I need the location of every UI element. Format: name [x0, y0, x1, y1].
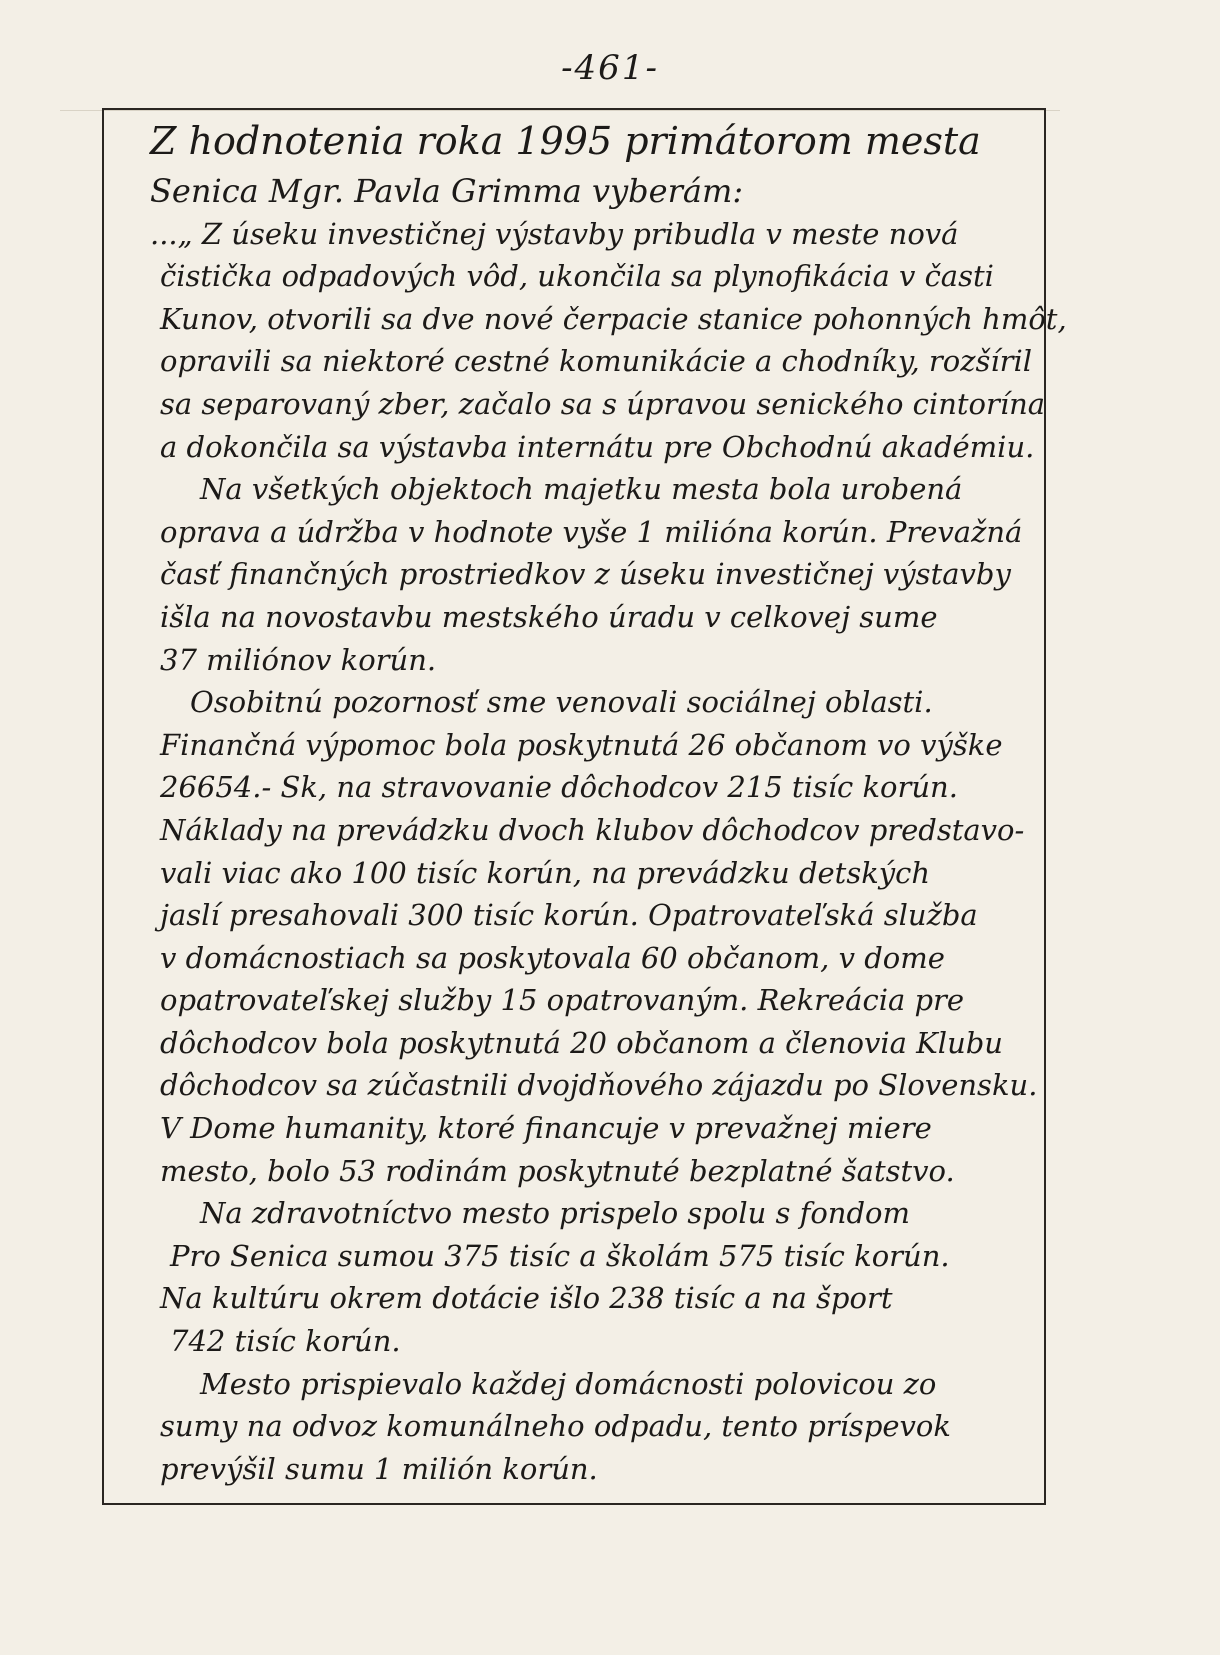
text-line: dôchodcov sa zúčastnili dvojdňového zájazdu po Slovensku.: [160, 1068, 1038, 1103]
text-line: 26654.- Sk, na stravovanie dôchodcov 215 tisíc korún.: [160, 770, 958, 805]
handwritten-text-body: [150, 112, 1067, 1490]
text-line: v domácnostiach sa poskytovala 60 občanom, v dome: [160, 940, 945, 975]
text-line: Náklady na prevádzku dvoch klubov dôchodcov predstavo-: [160, 812, 1025, 847]
text-line: Pro Senica sumou 375 tisíc a školám 575 tisíc korún.: [170, 1238, 950, 1273]
text-line: mesto, bolo 53 rodinám poskytnuté bezplatné šatstvo.: [160, 1153, 955, 1188]
text-line: ...„ Z úseku investičnej výstavby pribudla v meste nová: [150, 216, 959, 251]
text-line: opravili sa niektoré cestné komunikácie a chodníky, rozšíril: [160, 344, 1033, 379]
text-line: prevýšil sumu 1 milión korún.: [160, 1451, 598, 1486]
text-line: sumy na odvoz komunálneho odpadu, tento príspevok: [160, 1409, 951, 1444]
text-line: časť finančných prostriedkov z úseku investičnej výstavby: [160, 557, 1011, 592]
text-line: Na zdravotníctvo mesto prispelo spolu s fondom: [200, 1196, 910, 1231]
text-line: Na všetkých objektoch majetku mesta bola urobená: [200, 472, 963, 507]
text-line: Kunov, otvorili sa dve nové čerpacie stanice pohonných hmôt,: [160, 301, 1067, 336]
text-line: Mesto prispievalo každej domácnosti polovicou zo: [200, 1366, 937, 1401]
text-line: 742 tisíc korún.: [170, 1324, 401, 1359]
text-line: 37 miliónov korún.: [160, 642, 437, 677]
text-line: čistička odpadových vôd, ukončila sa plynofikácia v časti: [160, 259, 994, 294]
text-line: išla na novostavbu mestského úradu v celkovej sume: [160, 599, 938, 634]
heading-line: Senica Mgr. Pavla Grimma vyberám:: [150, 172, 744, 210]
text-line: dôchodcov bola poskytnutá 20 občanom a členovia Klubu: [160, 1025, 1003, 1060]
text-line: sa separovaný zber, začalo sa s úpravou senického cintorína: [160, 386, 1046, 421]
text-line: a dokončila sa výstavba internátu pre Obchodnú akadémiu.: [160, 429, 1035, 464]
text-line: opatrovateľskej služby 15 opatrovaným. Rekreácia pre: [160, 983, 965, 1018]
text-line: Na kultúru okrem dotácie išlo 238 tisíc a na šport: [160, 1281, 893, 1316]
page-number: -461-: [561, 48, 659, 88]
text-line: oprava a údržba v hodnote vyše 1 milióna korún. Prevažná: [160, 514, 1023, 549]
text-line: Finančná výpomoc bola poskytnutá 26 občanom vo výške: [160, 727, 1003, 762]
text-line: Osobitnú pozornosť sme venovali sociálnej oblasti.: [190, 685, 933, 720]
heading-line: Z hodnotenia roka 1995 primátorom mesta: [150, 119, 981, 163]
text-line: vali viac ako 100 tisíc korún, na prevádzku detských: [160, 855, 931, 890]
text-line: V Dome humanity, ktoré financuje v prevažnej miere: [160, 1111, 932, 1146]
text-line: jaslí presahovali 300 tisíc korún. Opatrovateľská služba: [160, 898, 978, 933]
